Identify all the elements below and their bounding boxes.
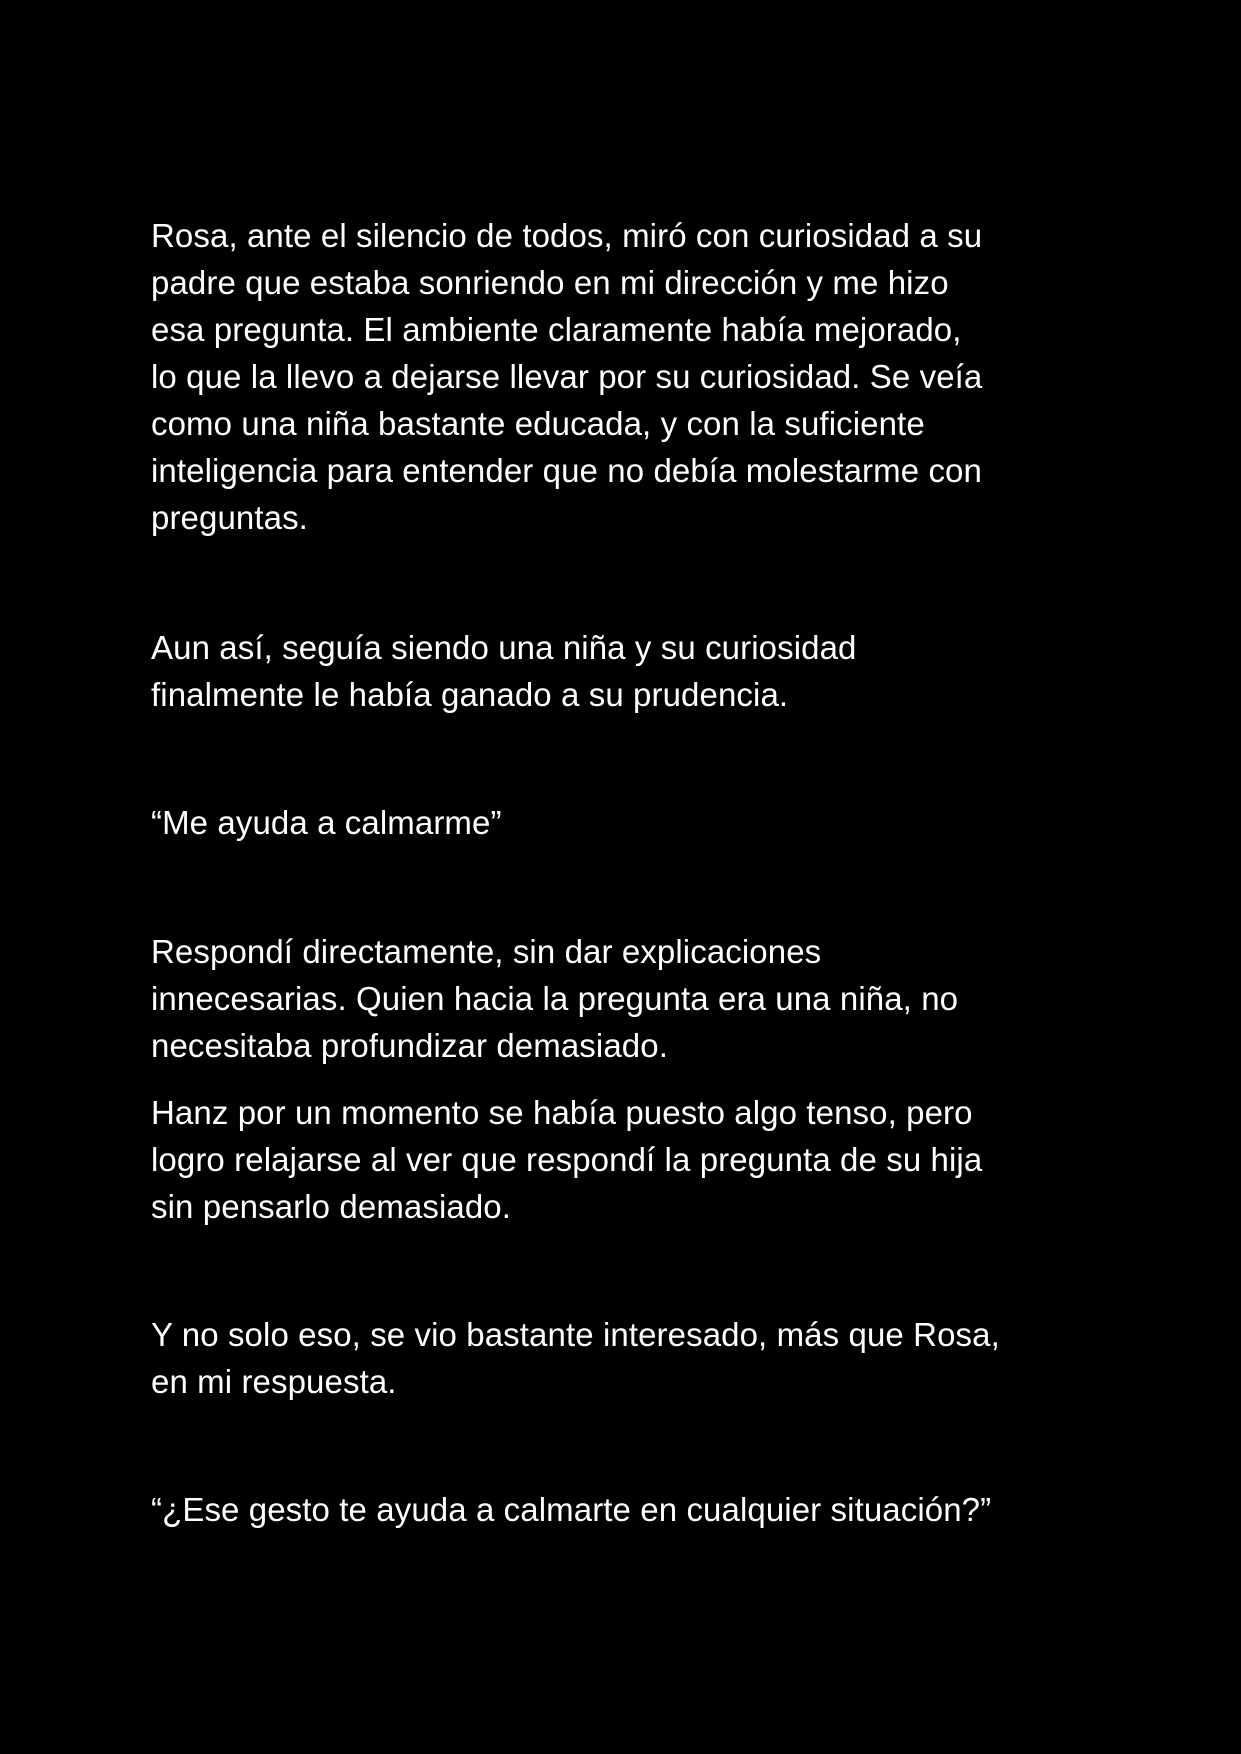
paragraph-rosa-question: Rosa, ante el silencio de todos, miró con curiosidad a su padre que estaba sonriendo en mi dirección y me hizo esa pregunta. El ambiente claramente había mejorado, lo que la llevo a dejarse llevar por su curiosidad. Se veía como una niña bastante educada, y con la suficiente inteligencia para entender que no debía molestarme con preguntas. <box>151 217 983 536</box>
paragraph-curiosity: Aun así, seguía siendo una niña y su curiosidad finalmente le había ganado a su prudencia. <box>151 629 857 713</box>
paragraph-answer: Respondí directamente, sin dar explicaciones innecesarias. Quien hacia la pregunta era una niña, no necesitaba profundizar demasiado. <box>151 933 959 1064</box>
paragraph-interest: Y no solo eso, se vio bastante interesado, más que Rosa, en mi respuesta. <box>151 1316 1000 1400</box>
dialogue-calm: “Me ayuda a calmarme” <box>151 804 502 841</box>
paragraph-hanz: Hanz por un momento se había puesto algo tenso, pero logro relajarse al ver que respondí la pregunta de su hija sin pensarlo demasiado. <box>151 1094 983 1225</box>
dialogue-question: “¿Ese gesto te ayuda a calmarte en cualquier situación?” <box>151 1491 992 1528</box>
